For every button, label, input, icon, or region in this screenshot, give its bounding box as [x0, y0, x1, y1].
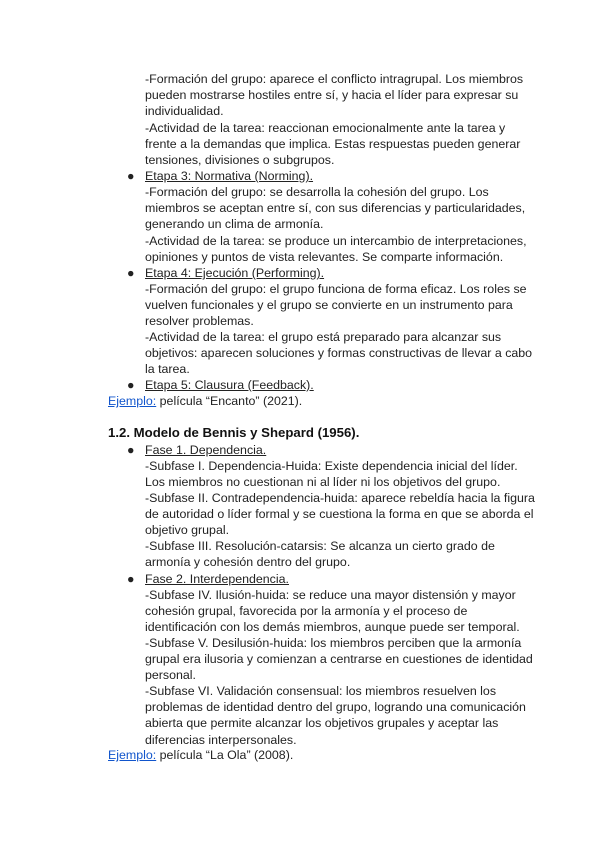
phase2-label: Fase 2. Interdependencia.	[145, 572, 289, 586]
storming-task-paragraph: -Actividad de la tarea: reaccionan emocionalmente ante la tarea y frente a la demandas que implica. Estas respuestas pueden generar tensiones, divisiones o subgrupos.	[145, 121, 521, 168]
stage3-task-paragraph: -Actividad de la tarea: se produce un intercambio de interpretaciones, opiniones y puntos de vista relevantes. Se comparte información.	[145, 234, 527, 265]
bullet-icon: ●	[127, 572, 135, 586]
stage4-label: Etapa 4: Ejecución (Performing).	[145, 266, 325, 280]
subphase3-paragraph: -Subfase III. Resolución-catarsis: Se alcanza un cierto grado de armonía y cohesión dentro del grupo.	[145, 539, 495, 570]
phase2-bullet	[127, 571, 289, 587]
stage3-bullet	[127, 168, 313, 184]
stage3-formation-paragraph: -Formación del grupo: se desarrolla la cohesión del grupo. Los miembros se aceptan entre sí, con sus diferencias y particularidades, generando un clima de armonía.	[145, 185, 526, 232]
phase1-label: Fase 1. Dependencia.	[145, 443, 267, 457]
storming-formation-paragraph: -Formación del grupo: aparece el conflicto intragrupal. Los miembros pueden mostrarse hostiles entre sí, y hacia el líder para expresar su individualidad.	[145, 72, 524, 119]
stage4-task-paragraph: -Actividad de la tarea: el grupo está preparado para alcanzar sus objetivos: aparecen soluciones y formas constructivas de llevar a cabo la tarea.	[145, 330, 533, 377]
phase1-bullet	[127, 442, 266, 458]
encanto-example	[108, 393, 302, 409]
example-link[interactable]: Ejemplo:	[108, 394, 157, 408]
bullet-icon: ●	[127, 443, 135, 457]
subphase5-paragraph: -Subfase V. Desilusión-huida: los miembros perciben que la armonía grupal era ilusoria y comienzan a centrarse en cuestiones de identidad personal.	[145, 636, 533, 683]
subphase1-paragraph: -Subfase I. Dependencia-Huida: Existe dependencia inicial del líder. Los miembros no cuestionan ni al líder ni los objetivos del grupo.	[145, 459, 518, 490]
subphase6-paragraph: -Subfase VI. Validación consensual: los miembros resuelven los problemas de identidad dentro del grupo, logrando una comunicación abierta que permite alcanzar los objetivos grupales y aceptar las diferencias interpersonales.	[145, 684, 526, 747]
subphase4-paragraph: -Subfase IV. Ilusión-huida: se reduce una mayor distensión y mayor cohesión grupal, favorecida por la armonía y el proceso de identificación con los demás miembros, aunque puede ser temporal.	[145, 588, 520, 635]
example-text: película “La Ola” (2008).	[156, 748, 294, 762]
bullet-icon: ●	[127, 266, 135, 280]
stage3-label: Etapa 3: Normativa (Norming).	[145, 169, 314, 183]
example-text: película “Encanto” (2021).	[156, 394, 303, 408]
stage4-formation-paragraph: -Formación del grupo: el grupo funciona de forma eficaz. Los roles se vuelven funcionales y el grupo se convierte en un instrumento para resolver problemas.	[145, 282, 527, 329]
stage5-bullet	[127, 377, 314, 393]
subphase2-paragraph: -Subfase II. Contradependencia-huida: aparece rebeldía hacia la figura de autoridad o líder formal y se cuestiona la forma en que se aborda el objetivo grupal.	[145, 491, 535, 538]
bullet-icon: ●	[127, 378, 135, 392]
stage4-bullet	[127, 265, 324, 281]
section-heading: 1.2. Modelo de Bennis y Shepard (1956).	[108, 425, 360, 440]
example-link[interactable]: Ejemplo:	[108, 748, 157, 762]
stage5-label: Etapa 5: Clausura (Feedback).	[145, 378, 314, 392]
la-ola-example	[108, 747, 293, 763]
bullet-icon: ●	[127, 169, 135, 183]
